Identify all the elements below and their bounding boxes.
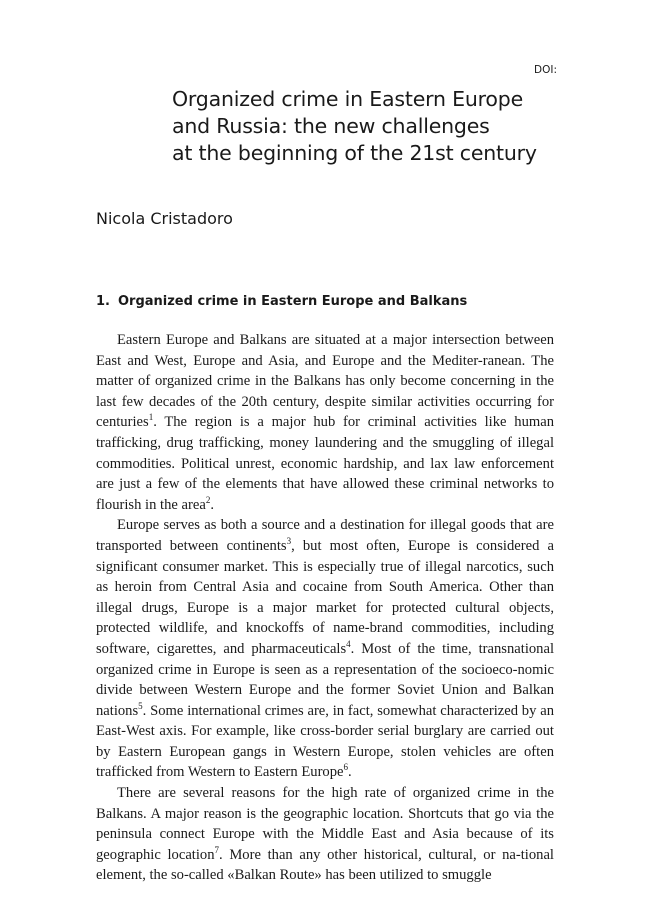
paragraph xyxy=(96,515,554,783)
paragraph-text: . xyxy=(348,764,352,781)
paragraph-text: . The region is a major hub for criminal activities like human trafficking, drug trafficking, money laundering and the smuggling of illegal commodities. Political unrest, economic hardship, and lax law enforcement are just a few of the elements that have allowed these criminal networks to flourish in the area xyxy=(96,414,554,513)
title-line: and Russia: the new challenges xyxy=(172,114,490,138)
paragraph-text: . xyxy=(210,496,214,513)
footnote-ref[interactable]: 4 xyxy=(346,639,351,650)
paragraph xyxy=(96,330,554,515)
footnote-ref[interactable]: 3 xyxy=(286,536,292,547)
article-title xyxy=(172,86,592,167)
paragraph-text: . Some international crimes are, in fact, somewhat characterized by an East-West axis. For example, like cross-border serial burglary are carried out by Eastern European gangs in Western Europe, stolen vehicles are often trafficked from Western to Eastern Europe xyxy=(96,702,554,781)
section-heading xyxy=(96,294,467,309)
footnote-ref[interactable]: 7 xyxy=(214,844,220,855)
paragraph-text: . Most of the time, transnational organized crime in Europe is seen as a representation of the socioeco-nomic divide between Western Europe and the former Soviet Union and Balkan nations xyxy=(96,640,554,719)
title-line: Organized crime in Eastern Europe xyxy=(172,87,523,111)
section-number: 1. xyxy=(96,294,110,309)
body-text xyxy=(96,330,554,886)
paragraph-text: , but most often, Europe is considered a significant consumer market. This is especially true of illegal narcotics, such as heroin from Central Asia and cocaine from South America. Other than illegal drugs, Europe is a major market for protected cultural objects, protected wildlife, and knockoffs of name-brand commodities, including software, cigarettes, and pharmaceuticals xyxy=(96,537,554,657)
title-line: at the beginning of the 21st century xyxy=(172,141,537,165)
footnote-ref[interactable]: 1 xyxy=(148,412,154,423)
author-name: Nicola Cristadoro xyxy=(96,209,233,228)
paragraph xyxy=(96,783,554,886)
footnote-ref[interactable]: 2 xyxy=(205,494,211,505)
footnote-ref[interactable]: 6 xyxy=(343,762,349,773)
section-title: Organized crime in Eastern Europe and Balkans xyxy=(117,294,468,309)
doi-label: DOI: xyxy=(534,64,557,76)
paragraph-text: Eastern Europe and Balkans are situated at a major intersection between East and West, Europe and Asia, and Europe and the Mediter-ranean. The matter of organized crime in the Balkans has only become concerning in the last few decades of the 20th century, despite similar activities occurring for centuries xyxy=(96,332,554,431)
paragraph-text: There are several reasons for the high rate of organized crime in the Balkans. A major reason is the geographic location. Shortcuts that go via the peninsula connect Europe with the Middle East and Asia because of its geographic location xyxy=(96,785,554,863)
paragraph-text: Europe serves as both a source and a destination for illegal goods that are transported between continents xyxy=(96,517,554,554)
paragraph-text: . More than any other historical, cultural, or na-tional element, the so-called «Balkan Route» has been utilized to smuggle xyxy=(96,846,554,884)
footnote-ref[interactable]: 5 xyxy=(138,700,143,711)
